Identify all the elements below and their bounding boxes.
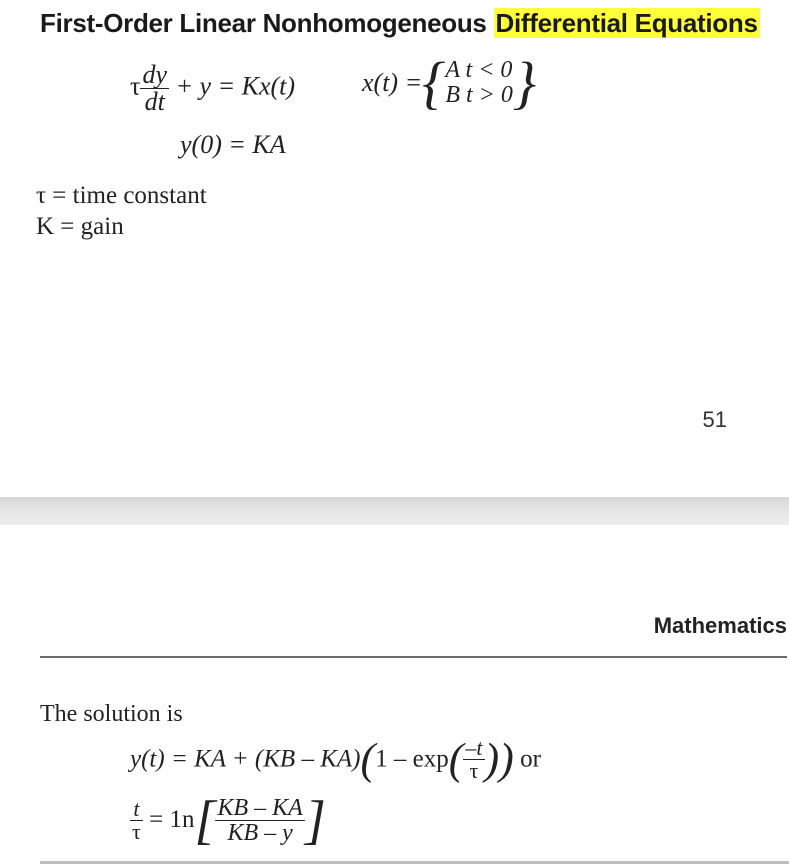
intro-text: The solution is [40, 701, 183, 727]
ode-equation [130, 62, 295, 115]
solution-equation [130, 734, 541, 784]
solution-or: or [520, 745, 541, 773]
heading-text: First-Order Linear Nonhomogeneous [40, 8, 487, 38]
outer-paren-right: ) [499, 734, 514, 784]
derivative-denominator: dt [144, 87, 165, 116]
exp-denominator: τ [469, 758, 479, 783]
log-fraction [215, 796, 304, 845]
log-denominator: KB – y [227, 819, 293, 846]
initial-condition: y(0) = KA [180, 130, 286, 159]
left-brace: { [422, 49, 446, 115]
page-heading [40, 8, 760, 39]
bracket-right: ] [304, 790, 326, 850]
tau-denominator: τ [132, 818, 141, 844]
t-numerator: t [130, 798, 143, 821]
t-over-tau [130, 795, 143, 844]
log-solution-equation [130, 790, 326, 850]
ode-rhs: + y = Kx(t) [175, 71, 296, 101]
inner-paren-left: ( [448, 734, 464, 784]
derivative-fraction [140, 62, 169, 115]
tau-symbol: τ [130, 71, 141, 101]
derivative-numerator: dy [142, 60, 167, 89]
exp-numerator: –t [465, 735, 483, 760]
definition-tau: τ = time constant [36, 182, 207, 209]
log-numerator: KB – KA [217, 794, 303, 821]
bracket-left: [ [194, 790, 216, 850]
page-number: 51 [702, 407, 727, 432]
solution-inner: 1 – exp [375, 745, 449, 773]
outer-paren-left: ( [360, 734, 376, 784]
case-2: B t > 0 [445, 82, 513, 109]
section-title: Mathematics [653, 613, 787, 638]
header-rule [40, 656, 787, 658]
input-lhs: x(t) = [362, 68, 423, 98]
page-bottom [0, 525, 789, 864]
inner-paren-right: ) [484, 734, 500, 784]
heading-highlight: Differential Equations [495, 8, 758, 38]
input-definition [362, 49, 537, 115]
piecewise-cases [445, 58, 513, 108]
right-brace: } [512, 49, 537, 115]
exp-fraction [463, 737, 484, 782]
solution-lhs: y(t) = KA + (KB – KA) [130, 745, 361, 773]
definition-k: K = gain [36, 213, 124, 240]
page-separator [0, 497, 789, 525]
log-equals: = 1n [149, 806, 195, 833]
case-1: A t < 0 [445, 57, 513, 83]
